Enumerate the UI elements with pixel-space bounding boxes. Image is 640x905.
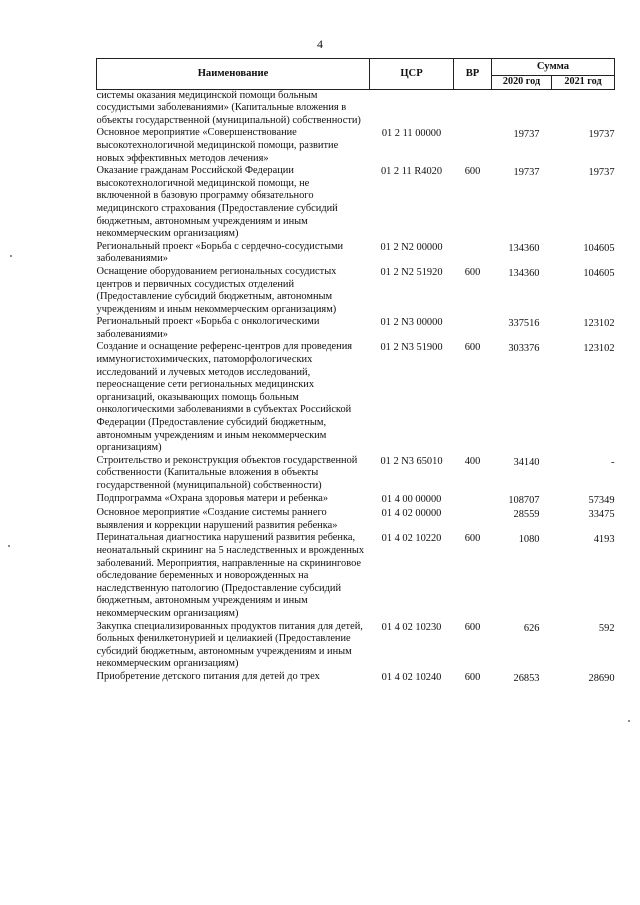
row-name: Закупка специализированных продуктов питания для детей, больных фенилкетонурией и целиакией (Предоставление субсидий бюджетным, автономным учреждениям и иным некоммерческим организациям) [96, 620, 363, 670]
row-sum-2021: 19737 [588, 129, 615, 141]
table-row [97, 621, 615, 671]
row-name: Региональный проект «Борьба с онкологическими заболеваниями» [96, 316, 320, 340]
row-csr: 01 2 N3 00000 [380, 317, 443, 329]
row-sum-2020: 337516 [508, 318, 540, 330]
row-sum-2021: 592 [598, 622, 615, 634]
row-csr: 01 2 11 R4020 [380, 166, 443, 178]
row-csr: 01 2 N2 00000 [380, 241, 443, 253]
row-csr: 01 4 00 00000 [381, 493, 442, 505]
header-name: Наименование [97, 59, 370, 90]
row-name: Региональный проект «Борьба с сердечно-сосудистыми заболеваниями» [96, 240, 344, 265]
row-vr: 600 [464, 621, 481, 633]
page-number: 4 [317, 37, 323, 51]
row-name: Основное мероприятие «Совершенствование высокотехнологичной медицинской помощи, развитие новых эффективных методов лечения» [96, 127, 339, 164]
row-sum-2021: 123102 [583, 318, 615, 330]
row-sum-2020: 19737 [513, 129, 540, 141]
table-row [97, 127, 615, 165]
row-csr: 01 4 02 00000 [381, 508, 442, 520]
row-name: Оснащение оборудованием региональных сосудистых центров и первичных сосудистых отделений (Предоставление субсидий бюджетным, автономным учреждениям и иным некоммерческим организациям) [96, 265, 337, 315]
row-vr: 600 [464, 266, 481, 278]
row-sum-2020: 134360 [508, 242, 540, 254]
row-sum-2020: 19737 [513, 167, 540, 179]
row-vr [454, 241, 492, 266]
row-sum-2021: - [611, 456, 615, 468]
scan-speck [8, 545, 10, 547]
row-csr: 01 2 N3 51900 [380, 342, 443, 354]
row-name: Приобретение детского питания для детей до трех [96, 670, 320, 682]
row-vr: 600 [464, 533, 481, 545]
row-name: системы оказания медицинской помощи больным сосудистыми заболеваниями» (Капитальные вложения в объекты государственной (муниципальной) собственности) [96, 89, 361, 126]
table-row [97, 266, 615, 316]
row-sum-2020: 134360 [508, 267, 540, 279]
row-name: Строительство и реконструкция объектов государственной собственности (Капитальные вложения в объекты государственной (муниципальной) собственности) [96, 454, 358, 491]
table-row [97, 341, 615, 454]
row-sum-2020: 303376 [508, 343, 540, 355]
row-sum-2021: 57349 [588, 494, 615, 506]
table-row [97, 165, 615, 241]
row-sum-2020 [492, 89, 552, 127]
row-sum-2020: 1080 [518, 534, 540, 546]
row-vr: 600 [464, 342, 481, 354]
row-sum-2021: 19737 [588, 167, 615, 179]
row-sum-2020: 26853 [513, 672, 540, 684]
row-sum-2021: 123102 [583, 343, 615, 355]
table-row [97, 241, 615, 266]
row-vr: 600 [464, 166, 481, 178]
row-vr [454, 89, 492, 127]
table-row [97, 493, 615, 508]
row-name: Перинатальная диагностика нарушений развития ребенка, неонатальный скрининг на 5 наследственных и врожденных заболеваний. Мероприятия, направленные на скрининговое обследование беременных и новорожденных на наследственную патологию (Предоставление субсидий бюджетным, автономным учреждениям и иным некоммерческим организациям) [96, 532, 365, 619]
row-sum-2021 [552, 89, 615, 127]
row-csr: 01 4 02 10240 [381, 671, 442, 683]
row-csr: 01 2 11 00000 [381, 128, 442, 140]
row-name: Создание и оснащение референс-центров для проведения иммуногистохимических, патоморфологических исследований и лучевых методов исследований, переоснащение сети региональных медицинских организаций, оказывающих помощь больным онкологическими заболеваниями в субъектах Российской Федерации (Предоставление субсидий бюджетным, автономным учреждениям и иным некоммерческим организациям) [96, 341, 353, 454]
row-csr [370, 89, 454, 127]
row-vr [454, 507, 492, 532]
row-sum-2020: 34140 [513, 456, 540, 468]
budget-table [96, 58, 615, 686]
row-vr [454, 493, 492, 508]
header-year-2021: 2021 год [552, 76, 615, 90]
row-vr: 600 [464, 671, 481, 683]
row-name: Подпрограмма «Охрана здоровья матери и ребенка» [96, 492, 329, 504]
row-csr: 01 2 N3 65010 [380, 455, 443, 467]
row-sum-2021: 104605 [583, 242, 615, 254]
table-row [97, 671, 615, 686]
row-sum-2021: 28690 [588, 672, 615, 684]
row-vr: 400 [464, 455, 481, 467]
row-vr [454, 316, 492, 341]
row-sum-2021: 4193 [593, 534, 615, 546]
table-row [97, 532, 615, 620]
header-csr: ЦСР [370, 59, 454, 90]
row-name: Оказание гражданам Российской Федерации высокотехнологичной медицинской помощи, не включенной в базовую программу обязательного медицинского страхования (Предоставление субсидий бюджетным, автономным учреждениям и иным некоммерческим организациям) [96, 165, 338, 240]
row-sum-2020: 28559 [513, 509, 540, 521]
row-sum-2020: 626 [523, 622, 540, 634]
scan-speck [10, 255, 12, 257]
row-name: Основное мероприятие «Создание системы раннего выявления и коррекции нарушений развития ребенка» [96, 507, 338, 531]
table-row [97, 507, 615, 532]
row-csr: 01 2 N2 51920 [380, 266, 443, 278]
header-vr: ВР [454, 59, 492, 90]
table-row [97, 455, 615, 493]
row-sum-2021: 104605 [583, 267, 615, 279]
row-vr [454, 127, 492, 165]
table-row [97, 316, 615, 341]
row-sum-2021: 33475 [588, 509, 615, 521]
row-sum-2020: 108707 [508, 494, 540, 506]
header-year-2020: 2020 год [492, 76, 552, 90]
row-csr: 01 4 02 10220 [381, 533, 442, 545]
table-row [97, 89, 615, 127]
header-sum: Сумма [492, 59, 615, 76]
scan-speck [628, 720, 630, 722]
row-csr: 01 4 02 10230 [381, 621, 442, 633]
